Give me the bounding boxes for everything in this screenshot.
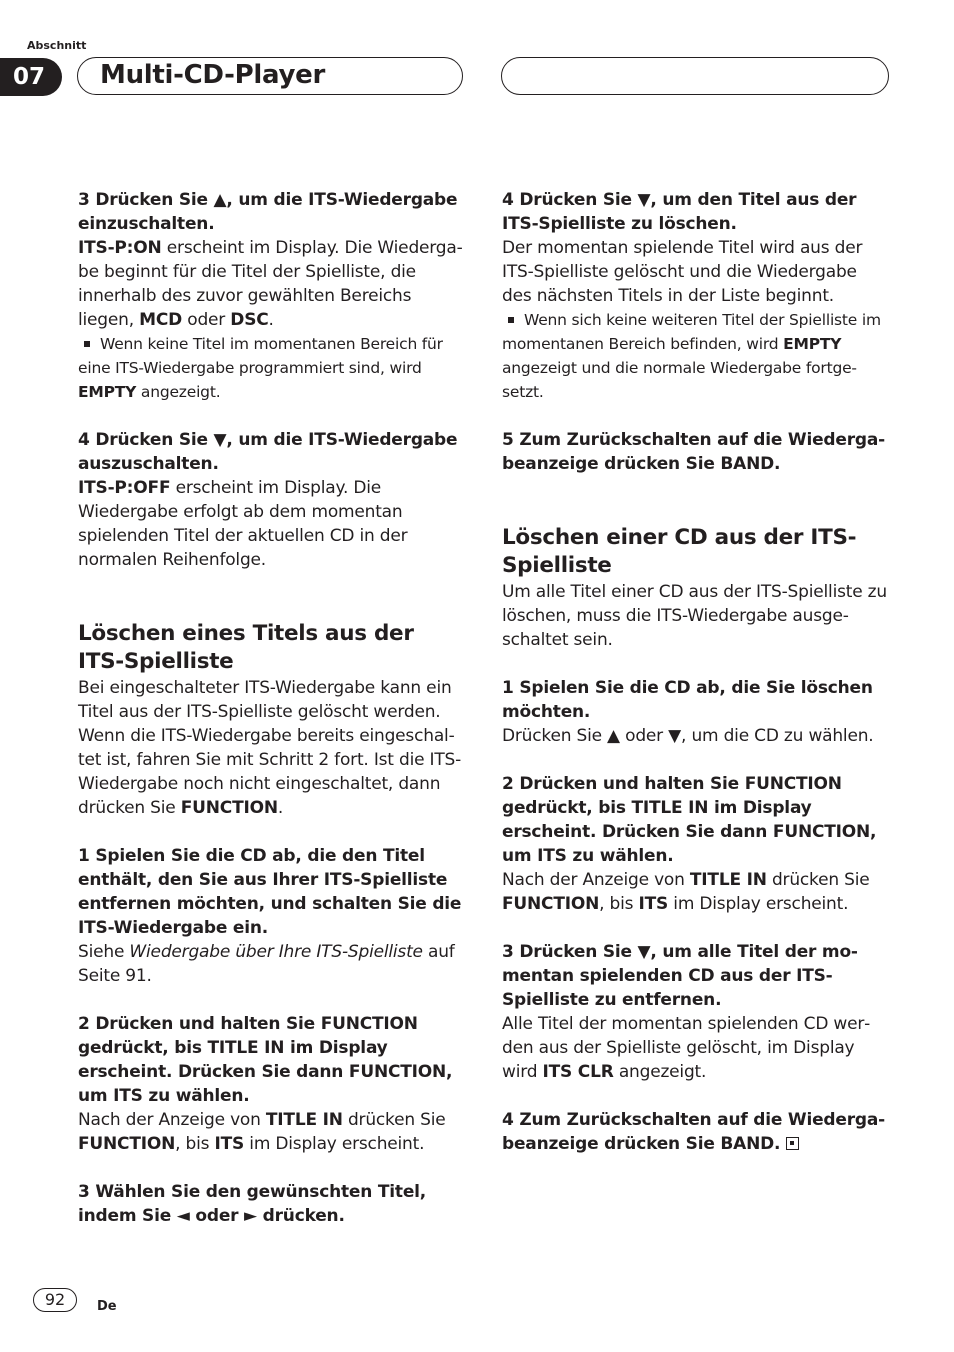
cd-step-3-body: Alle Titel der momentan spielenden CD werden aus der Spielliste gelöscht, im Display wird ITS CLR angezeigt. bbox=[502, 1014, 871, 1082]
step-2-heading: 2 Drücken und halten Sie FUNCTION gedrückt, bis TITLE IN im Display erscheint. Drücken Sie dann FUNCTION, um ITS zu wählen. bbox=[78, 1014, 453, 1106]
section-label: Abschnitt bbox=[27, 39, 87, 52]
step-1-body: Siehe Wiedergabe über Ihre ITS-Spielliste auf Seite 91. bbox=[78, 942, 455, 986]
chapter-title: Multi-CD-Player bbox=[77, 57, 463, 95]
page-number: 92 bbox=[33, 1288, 77, 1312]
section-heading-delete-title: Löschen eines Titels aus der ITS-Spielliste bbox=[78, 621, 414, 674]
header-right-frame bbox=[501, 57, 889, 95]
step-4-heading: 4 Drücken Sie ▼, um die ITS-Wiedergabe auszuschalten. bbox=[78, 430, 458, 474]
section-heading-delete-cd: Löschen einer CD aus der ITS-Spielliste bbox=[502, 525, 857, 578]
step-4b-body: Der momentan spielende Titel wird aus der ITS-Spielliste gelöscht und die Wiedergabe des nächsten Titels in der Liste beginnt. bbox=[502, 238, 863, 306]
right-column bbox=[502, 188, 890, 1156]
step-4b-heading: 4 Drücken Sie ▼, um den Titel aus der ITS-Spielliste zu löschen. bbox=[502, 190, 857, 234]
cd-step-2-heading: 2 Drücken und halten Sie FUNCTION gedrückt, bis TITLE IN im Display erscheint. Drücken Sie dann FUNCTION, um ITS zu wählen. bbox=[502, 774, 877, 866]
note-bullet-icon bbox=[84, 341, 90, 347]
left-column bbox=[78, 188, 466, 1228]
step-4-body: ITS-P:OFF erscheint im Display. Die Wiedergabe erfolgt ab dem momentan spielenden Titel der aktuellen CD in der normalen Reihenfolge. bbox=[78, 478, 408, 570]
step-4b-note: Wenn sich keine weiteren Titel der Spielliste im momentanen Bereich befinden, wird EMPTY angezeigt und die normale Wiedergabe fortgesetzt. bbox=[502, 311, 881, 401]
chapter-number-badge: 07 bbox=[0, 58, 62, 96]
step-5-heading: 5 Zum Zurückschalten auf die Wiedergabeanzeige drücken Sie BAND. bbox=[502, 430, 886, 474]
language-code: De bbox=[97, 1299, 117, 1314]
cd-step-1-body: Drücken Sie ▲ oder ▼, um die CD zu wählen. bbox=[502, 726, 874, 746]
step-3-body: ITS-P:ON erscheint im Display. Die Wiedergabe beginnt für die Titel der Spielliste, die innerhalb des zuvor gewählten Bereichs liegen, MCD oder DSC. bbox=[78, 238, 463, 330]
note-bullet-icon bbox=[508, 317, 514, 323]
step-3-note: Wenn keine Titel im momentanen Bereich für eine ITS-Wiedergabe programmiert sind, wird EMPTY angezeigt. bbox=[78, 335, 443, 401]
step-3-heading: 3 Drücken Sie ▲, um die ITS-Wiedergabe einzuschalten. bbox=[78, 190, 458, 234]
section-intro: Bei eingeschalteter ITS-Wiedergabe kann ein Titel aus der ITS-Spielliste gelöscht werden. Wenn die ITS-Wiedergabe bereits eingeschaltet ist, fahren Sie mit Schritt 2 fort. Ist die ITS-Wiedergabe noch nicht eingeschaltet, dann drücken Sie FUNCTION. bbox=[78, 678, 462, 818]
step-2-body: Nach der Anzeige von TITLE IN drücken Sie FUNCTION, bis ITS im Display erscheint. bbox=[78, 1110, 446, 1154]
cd-step-1-heading: 1 Spielen Sie die CD ab, die Sie löschen möchten. bbox=[502, 678, 873, 722]
step-1-heading: 1 Spielen Sie die CD ab, die den Titel enthält, den Sie aus Ihrer ITS-Spielliste entfernen möchten, und schalten Sie die ITS-Wiedergabe ein. bbox=[78, 846, 462, 938]
cd-step-4-heading: 4 Zum Zurückschalten auf die Wiedergabeanzeige drücken Sie BAND. bbox=[502, 1110, 886, 1154]
end-of-section-icon bbox=[786, 1137, 799, 1150]
section-intro-cd: Um alle Titel einer CD aus der ITS-Spielliste zu löschen, muss die ITS-Wiedergabe ausgeschaltet sein. bbox=[502, 582, 887, 650]
step-3b-heading: 3 Wählen Sie den gewünschten Titel, indem Sie ◄ oder ► drücken. bbox=[78, 1182, 427, 1226]
cd-step-2-body: Nach der Anzeige von TITLE IN drücken Sie FUNCTION, bis ITS im Display erscheint. bbox=[502, 870, 870, 914]
cd-step-3-heading: 3 Drücken Sie ▼, um alle Titel der momentan spielenden CD aus der ITS-Spielliste zu entfernen. bbox=[502, 942, 858, 1010]
